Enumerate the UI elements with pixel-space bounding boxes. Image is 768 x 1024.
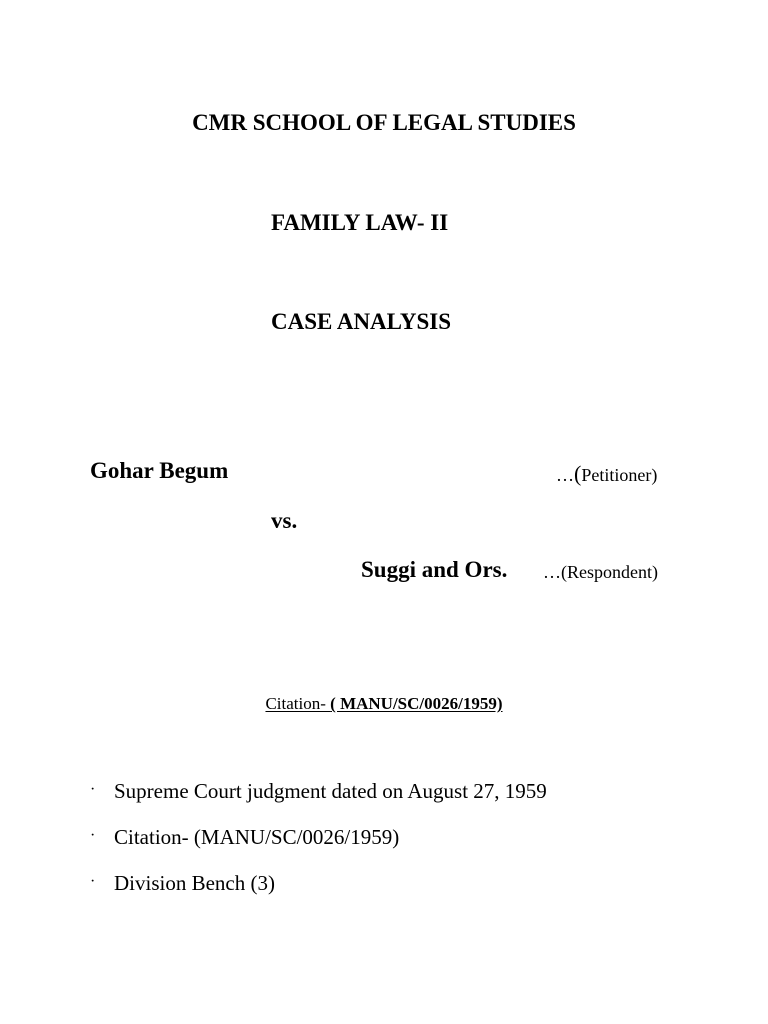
petitioner-name: Gohar Begum (90, 458, 229, 483)
citation-heading (0, 694, 768, 714)
list-item-text: Supreme Court judgment dated on August 27, 1959 (114, 779, 547, 803)
respondent-role-label: (Respondent) (561, 562, 658, 582)
citation-value: ( MANU/SC/0026/1959) (330, 694, 503, 713)
respondent-role (543, 562, 658, 583)
petitioner-role-label: Petitioner) (581, 465, 658, 485)
petitioner-dots: … (556, 465, 574, 485)
respondent-name: Suggi and Ors. (361, 557, 508, 582)
subject-title: FAMILY LAW- II (271, 210, 449, 235)
school-title: CMR SCHOOL OF LEGAL STUDIES (192, 110, 576, 135)
bullet-icon: · (90, 781, 96, 798)
petitioner-open-paren: ( (574, 461, 582, 486)
bullet-icon: · (90, 873, 96, 890)
petitioner-role (556, 461, 657, 487)
list-item-text: Citation- (MANU/SC/0026/1959) (114, 825, 400, 849)
bullet-icon: · (90, 827, 96, 844)
document-type-title: CASE ANALYSIS (271, 309, 452, 334)
list-item-text: Division Bench (3) (114, 871, 275, 895)
respondent-dots: … (543, 562, 561, 582)
versus-label: vs. (271, 508, 298, 533)
citation-label: Citation- (265, 694, 331, 713)
